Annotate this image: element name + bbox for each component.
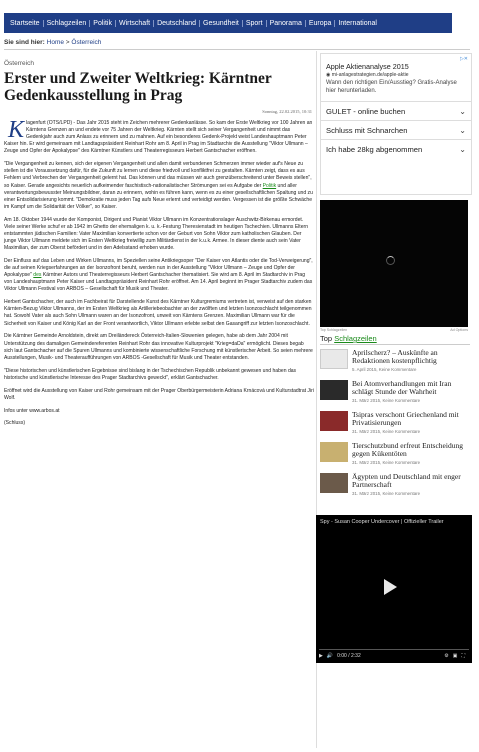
chevron-down-icon: ⌄ <box>459 144 466 154</box>
top-label: Top <box>320 334 333 343</box>
article-paragraph-2 <box>4 161 314 211</box>
list-item[interactable] <box>320 380 472 406</box>
news-meta: 5. April 2015, Keine Kommentare <box>352 366 417 372</box>
news-thumbnail[interactable] <box>320 442 348 462</box>
nav-item-startseite[interactable]: Startseite <box>7 20 44 27</box>
nav-item-deutschland[interactable]: Deutschland <box>154 20 200 27</box>
video-time: 0:00 / 2:32 <box>337 652 361 659</box>
article-lead-paragraph <box>4 117 314 155</box>
article-section: Österreich <box>4 60 34 67</box>
video-controls <box>319 651 469 660</box>
play-icon[interactable] <box>384 579 397 595</box>
article-paragraph-4 <box>4 258 314 293</box>
article-p2-before: "Die Vergangenheit zu kennen, sich der eigenen Vergangenheit und allen damit verbundenen Schmerzen immer wieder auf's Neue zu stellen ist die Voraussetzung dafür, für die Zukunft zu lernen und diese friedvoll und konfliktfrei zu gestalten. Kärnten zeigt, dass es aus Fehlern und Verbrechen der Vergangenheit gelernt hat. Das können und das müssen wir auch grenzüberschreitend unter Beweis stellen", so Kaiser. Gerade angesichts neuerlich aufkeimender faschistisch-nationalistischer Strömungen sei es Aufgabe der <box>4 161 312 189</box>
top-headlines-list <box>320 349 472 499</box>
news-title[interactable]: Ägypten und Deutschland mit enger Partnerschaft <box>352 472 461 490</box>
dropcap-letter: K <box>8 117 25 143</box>
ad-row-label: Schluss mit Schnarchen <box>326 125 408 135</box>
nav-item-europa[interactable]: Europa <box>306 20 336 27</box>
article-paragraph-6: Die Kärntner Gemeinde Arnoldstein, direkt am Dreiländereck Österreich-Italien-Slowenien gelegen, habe ab dem Jahr 2004 mit Unterstützung des damaligen Gemeindereferenten Reinhart Rohr das innovative Kulturprojekt "Krieg=daDa" ermöglicht. Dieses begab sich laut Gantschacher auf die Spuren Ullmanns und kombinierte wissenschaftliche Forschung mit künstlerischer Arbeit. So seien mehrere Ausstellungen, Musik- und Theateraufführungen von ARBOS -Gesellschaft für Musik und Theater entstanden. <box>4 333 313 361</box>
ad-description: Wann den richtigen Ein/Ausstieg? Gratis-Analyse hier herunterladen. <box>326 80 457 94</box>
top-navigation <box>4 13 452 33</box>
breadcrumb-current-link[interactable]: Österreich <box>71 39 102 46</box>
article-lead-intro: lagenfurt (OTS/LPD) <box>26 120 73 126</box>
article-paragraph-3: Am 18. Oktober 1944 wurde der Komponist, Dirigent und Pianist Viktor Ullmann im Konzentrationslager Auschwitz-Birkenau ermordet. Viele seiner Werke schuf er ab 1942 im Ghetto der ehemaligen k. u. k.-Festung Theresienstadt im heutigen Tschechien. Ullmanns Eltern entstammten jüdischen Familien: Vater Maximilian konvertierte schon vor der Geburt von Sohn Viktor zum katholischen Glauben. Der junge Viktor Ullmann meldete sich im Ersten Weltkrieg freiwillig zum Militärdienst in der k.u.k. Armee. In dieser diente auch sein Vater Maximilian, der zum Oberst befördert und in den Adelsstand erhoben wurde. <box>4 216 309 252</box>
news-title[interactable]: Tierschutzbund erfreut Entscheidung gegen Kükentöten <box>352 441 463 459</box>
list-item[interactable] <box>320 411 472 437</box>
des-link[interactable]: des <box>33 272 42 279</box>
nav-item-politik[interactable]: Politik <box>90 20 116 27</box>
news-title[interactable]: Tsipras verschont Griechenland mit Privatisierungen <box>352 410 459 428</box>
nav-item-sport[interactable]: Sport <box>243 20 267 27</box>
breadcrumb <box>4 39 101 46</box>
article-p4-after: Kärntner Autors und Theaterregisseurs Herbert Gantschacher thematisiert. Sie wird am 8. April im Stadtarchiv in Prag von Landeshauptmann Peter Kaiser und Landtagspräsident Reinhart Rohr eröffnet. Am 14. April beginnt im Prager Stadtarchiv zudem das Viktor Ullmann Festival von ARBOS – Gesellschaft für Musik und Theater. <box>4 272 313 293</box>
video-ad-footer <box>320 328 468 332</box>
news-meta: 31. März 2015, Keine Kommentare <box>352 490 421 496</box>
ad-url-text: mi-anlagestrategien.de/apple-aktie <box>331 72 409 78</box>
article-date: Sonntag, 22.02.2015, 10:31 <box>262 109 312 114</box>
list-item[interactable] <box>320 349 472 375</box>
sidebar-ad <box>320 53 472 195</box>
article-paragraph-9: Infos unter www.arbos.at <box>4 407 60 414</box>
main-content <box>4 56 314 433</box>
list-item[interactable] <box>320 473 472 499</box>
article-paragraph-7: "Diese historischen und künstlerischen Ergebnisse sind bislang in der Tschechischen Republik unbekannt gewesen und haben das historische und künstlerische Interesse des Prager Stadtarchivs geweckt", erklärt Gantschacher. <box>4 367 297 381</box>
news-title[interactable]: Bei Atomverhandlungen mit Iran schlägt Stunde der Wahrheit <box>352 379 452 397</box>
breadcrumb-divider <box>4 49 470 50</box>
nav-item-panorama[interactable]: Panorama <box>267 20 306 27</box>
news-thumbnail[interactable] <box>320 473 348 493</box>
ad-row-schnarchen[interactable] <box>321 120 471 139</box>
breadcrumb-prefix: Sie sind hier: <box>4 39 45 46</box>
settings-icon[interactable]: ⚙ <box>444 652 449 659</box>
ad-url[interactable] <box>326 72 466 78</box>
article-p2-after: und aller verantwortungsbewusster Meinungsbildner, daran zu erinnern, wohin es führen kann, wenn es zu einer gesellschaftlichen Spaltung und zu einer Entsolidarisierung kommt. "Demokratie muss jeden Tag aufs Neue erlernt und verteidigt werden. Vergessen ist die größte Schwäche im Kampf um die Solidarität der Völker", so Kaiser. <box>4 182 313 210</box>
nav-item-schlagzeilen[interactable]: Schlagzeilen <box>44 20 91 27</box>
chevron-down-icon: ⌄ <box>459 125 466 135</box>
article-lead-text: - Das Jahr 2015 steht im Zeichen mehrerer Gedenkanlässe. So kam der Erste Weltkrieg vor 100 Jahren an Kärntens Grenzen an und endete vor 75 Jahren der Weltkrieg. Kärnten stellt sich seiner Vergangenheit und nimmt das Gedenkjahr auch zum Anlass zu erinnern und zu mahnen. Auf ein besonderes Gedenk-Projekt weist Landeshauptmann Peter Kaiser hin. Er wird gemeinsam mit Landtagspräsident Reinhart Rohr am 8. April in Prag im Stadtarchiv die Ausstellung "Viktor Ullmann – Zeuge und Opfer der Apokalypse" des Kärntner Künstlers und Theaterregisseurs Herbert Gantschacher eröffnen. <box>4 120 313 155</box>
top-headlines-heading <box>320 334 470 345</box>
breadcrumb-separator: > <box>65 39 70 46</box>
news-title[interactable]: Aprilscherz? – Auskünfte an Redaktionen kostenpflichtig <box>352 348 438 366</box>
video-footer-left: Top Schlagzeilen <box>320 328 348 332</box>
ad-row-abgenommen[interactable] <box>321 139 471 158</box>
nav-item-international[interactable]: International <box>338 19 377 27</box>
ad-row-label: GULET - online buchen <box>326 106 406 116</box>
video-title[interactable]: Spy - Susan Cooper Undercover | Offizieller Trailer <box>320 519 444 525</box>
article-body <box>4 117 314 428</box>
article-paragraph-5: Herbert Gantschacher, der auch im Fachbeirat für Darstellende Kunst des Kärntner Kulturgremiums vertreten ist, verweist auf den starken Kärnten-Bezug Viktor Ullmanns, der im Ersten Weltkrieg als Artilleriebeobachter an der zwölften und letzten Isonzoschlacht teilgenommen hat. Sowohl Vater als auch Sohn Ullmann waren an der Isonzofront, unweit von Kärntens Grenzen. Maximilian Ullmann war für die Sicherheit von Kaiser und König Karl an der Front verantwortlich, Viktor Ullmann erlebte selbst den Gasangriff zur letzten Isonzoschlacht. <box>4 299 312 327</box>
news-meta: 31. März 2015, Keine Kommentare <box>352 459 421 465</box>
article-title: Erster und Zweiter Weltkrieg: Kärntner Gedenkausstellung in Prag <box>4 70 272 104</box>
ad-url-icon: ◉ <box>326 72 332 78</box>
list-item[interactable] <box>320 442 472 468</box>
article-paragraph-10: (Schluss) <box>4 420 26 427</box>
volume-icon[interactable]: 🔊 <box>326 652 334 659</box>
news-thumbnail[interactable] <box>320 349 348 369</box>
adchoices-icon[interactable]: ▷✕ <box>459 56 468 62</box>
news-thumbnail[interactable] <box>320 380 348 400</box>
fullscreen-icon[interactable]: ⛶ <box>461 652 465 659</box>
sidebar <box>320 53 472 504</box>
ad-options-link[interactable]: Ad Options <box>450 328 468 332</box>
nav-item-wirtschaft[interactable]: Wirtschaft <box>116 20 154 27</box>
breadcrumb-home-link[interactable]: Home <box>46 39 64 46</box>
article-p4-before: Der Einfluss auf das Leben und Wirken Ullmanns, im Speziellen seine Antikriegsoper "Der Kaiser von Atlantis oder die Tod-Verweigerung", die auf seinen Kriegserfahrungen an der Isonzofront beruht, werden nun in der Ausstellung "Viktor Ullmann – Zeuge und Opfer der Apokalypse" <box>4 257 313 279</box>
news-meta: 31. März 2015, Keine Kommentare <box>352 397 421 403</box>
trailer-video-player[interactable] <box>316 515 472 663</box>
article-paragraph-8: Eröffnet wird die Ausstellung von Kaiser und Rohr gemeinsam mit der Prager Oberbürgermeisterin Adriana Krnácová und Kulturstadtrat Jiri Wolf. <box>4 387 314 401</box>
nav-item-gesundheit[interactable]: Gesundheit <box>200 20 243 27</box>
news-thumbnail[interactable] <box>320 411 348 431</box>
loading-spinner-icon <box>386 256 395 265</box>
youtube-logo-icon[interactable]: ▣ <box>452 652 458 659</box>
play-button-icon[interactable]: ▶ <box>319 652 323 659</box>
politik-link[interactable]: Politik <box>262 182 277 189</box>
video-progress-bar[interactable] <box>319 649 469 651</box>
chevron-down-icon: ⌄ <box>459 106 466 116</box>
ad-title[interactable]: Apple Aktienanalyse 2015 <box>326 62 409 71</box>
ad-row-label: Ich habe 28kg abgenommen <box>326 144 423 154</box>
ad-row-gulet[interactable] <box>321 101 471 120</box>
schlagzeilen-link[interactable]: Schlagzeilen <box>334 334 377 343</box>
video-ad-player[interactable] <box>320 200 468 327</box>
news-meta: 31. März 2015, Keine Kommentare <box>352 428 421 434</box>
